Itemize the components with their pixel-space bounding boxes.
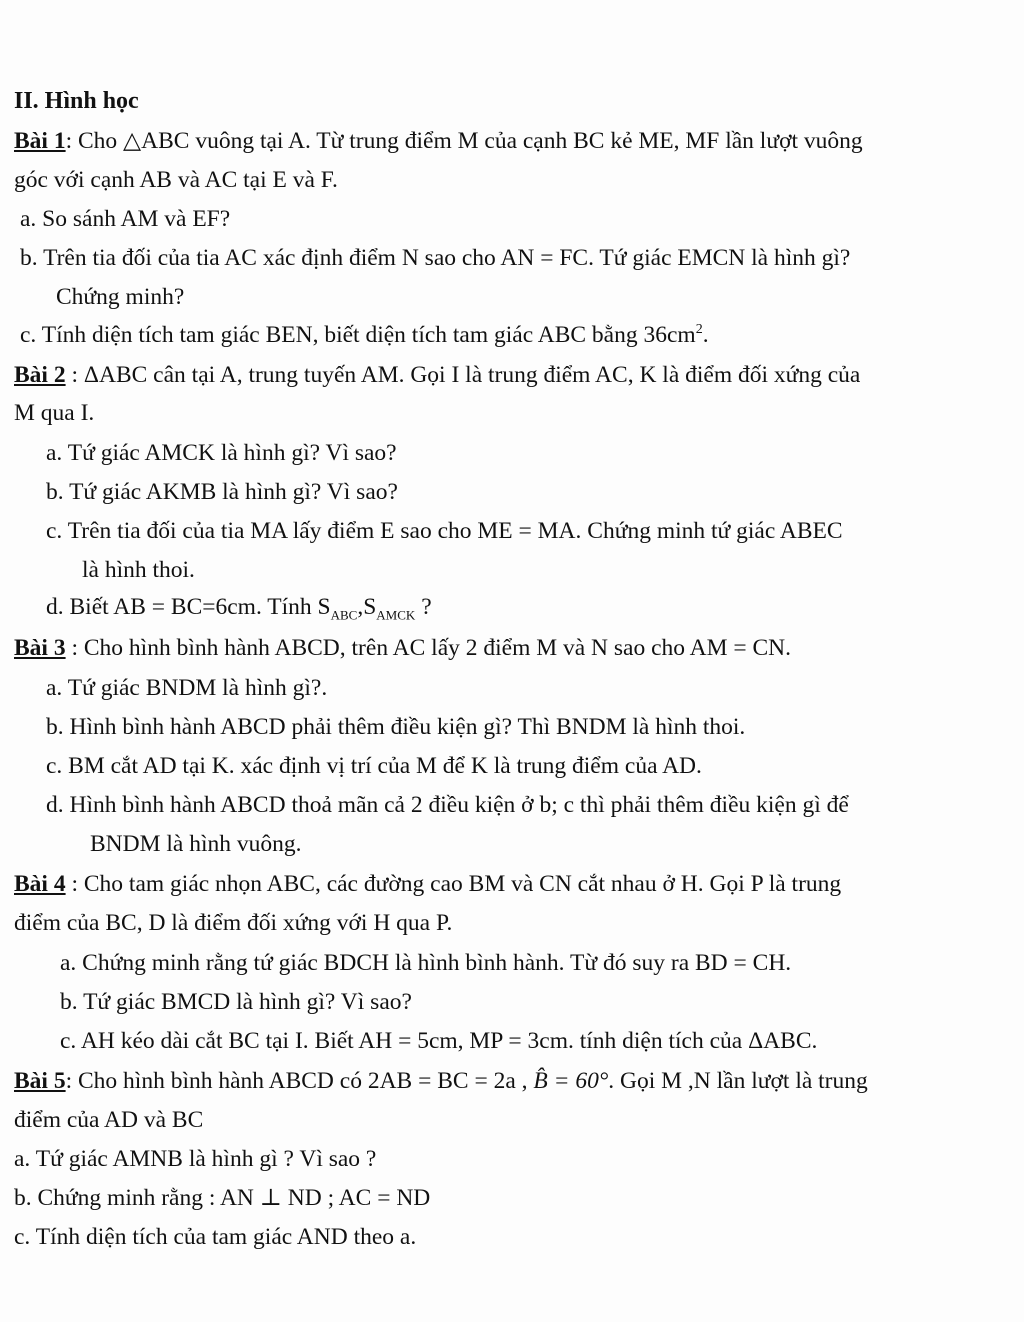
question-mark: ? — [415, 594, 432, 620]
problem-1-intro-cont: góc với cạnh AB và AC tại E và F. — [14, 167, 338, 193]
section-title: II. Hình học — [14, 88, 139, 114]
problem-3-part-c: c. BM cắt AD tại K. xác định vị trí của M để K là trung điểm của AD. — [46, 753, 702, 779]
problem-2-text: : ΔABC cân tại A, trung tuyến AM. Gọi I là trung điểm AC, K là điểm đối xứng của — [65, 362, 861, 388]
problem-4-part-b: b. Tứ giác BMCD là hình gì? Vì sao? — [60, 989, 412, 1015]
problem-5-part-a: a. Tứ giác AMNB là hình gì ? Vì sao ? — [14, 1146, 377, 1172]
problem-5-label: Bài 5 — [14, 1068, 66, 1094]
problem-3-text: : Cho hình bình hành ABCD, trên AC lấy 2 điểm M và N sao cho AM = CN. — [65, 635, 792, 661]
problem-2-part-c-cont: là hình thoi. — [82, 557, 195, 583]
problem-1-label: Bài 1 — [14, 128, 66, 154]
problem-3-part-a: a. Tứ giác BNDM là hình gì?. — [46, 675, 328, 701]
problem-2-part-d — [46, 592, 432, 622]
problem-2-part-a: a. Tứ giác AMCK là hình gì? Vì sao? — [46, 440, 397, 466]
problem-5-intro-cont: điểm của AD và BC — [14, 1107, 204, 1133]
problem-3-label: Bài 3 — [14, 635, 66, 661]
problem-2-part-c: c. Trên tia đối của tia MA lấy điểm E sao cho ME = MA. Chứng minh tứ giác ABEC — [46, 518, 843, 544]
subscript-amck: AMCK — [376, 607, 416, 623]
problem-1-part-a: a. So sánh AM và EF? — [20, 206, 231, 232]
problem-3-part-d-cont: BNDM là hình vuông. — [90, 831, 302, 857]
problem-1-part-b: b. Trên tia đối của tia AC xác định điểm N sao cho AN = FC. Tứ giác EMCN là hình gì? — [20, 245, 851, 271]
problem-2-label: Bài 2 — [14, 362, 66, 388]
problem-4-intro — [14, 869, 841, 899]
angle-b-expression: B̂ = 60° — [533, 1068, 609, 1094]
problem-1-part-c-text: c. Tính diện tích tam giác BEN, biết diện tích tam giác ABC bằng 36cm — [20, 322, 696, 348]
subscript-abc: ABC — [330, 607, 358, 623]
problem-5-text: : Cho hình bình hành ABCD có 2AB = BC = 2a , — [65, 1068, 534, 1094]
problem-1-intro — [14, 126, 863, 156]
problem-4-part-a: a. Chứng minh rằng tứ giác BDCH là hình bình hành. Từ đó suy ra BD = CH. — [60, 950, 792, 976]
superscript: 2 — [695, 322, 703, 338]
problem-5-intro — [14, 1066, 868, 1096]
period: . — [702, 322, 709, 348]
problem-2-part-b: b. Tứ giác AKMB là hình gì? Vì sao? — [46, 479, 398, 505]
problem-5-part-b: b. Chứng minh rằng : AN ⊥ ND ; AC = ND — [14, 1185, 431, 1211]
problem-3-part-b: b. Hình bình hành ABCD phải thêm điều kiện gì? Thì BNDM là hình thoi. — [46, 714, 746, 740]
comma-s: ,S — [357, 594, 377, 620]
problem-3-part-d: d. Hình bình hành ABCD thoả mãn cả 2 điều kiện ở b; c thì phải thêm điều kiện gì để — [46, 792, 849, 818]
problem-1-part-b-cont: Chứng minh? — [56, 284, 185, 310]
problem-3-intro — [14, 633, 791, 663]
problem-1-text: : Cho △ABC vuông tại A. Từ trung điểm M của cạnh BC kẻ ME, MF lần lượt vuông — [65, 128, 863, 154]
problem-4-text: : Cho tam giác nhọn ABC, các đường cao BM và CN cắt nhau ở H. Gọi P là trung — [65, 871, 842, 897]
problem-4-label: Bài 4 — [14, 871, 66, 897]
problem-5-part-c: c. Tính diện tích của tam giác AND theo a. — [14, 1224, 417, 1250]
problem-4-intro-cont: điểm của BC, D là điểm đối xứng với H qua P. — [14, 910, 453, 936]
problem-1-part-c — [20, 320, 709, 350]
problem-2-intro — [14, 360, 860, 390]
problem-4-part-c: c. AH kéo dài cắt BC tại I. Biết AH = 5cm, MP = 3cm. tính diện tích của ΔABC. — [60, 1028, 818, 1054]
problem-5-text-end: . Gọi M ,N lần lượt là trung — [608, 1068, 868, 1094]
problem-2-intro-cont: M qua I. — [14, 400, 95, 426]
problem-2-part-d-text: d. Biết AB = BC=6cm. Tính S — [46, 594, 331, 620]
